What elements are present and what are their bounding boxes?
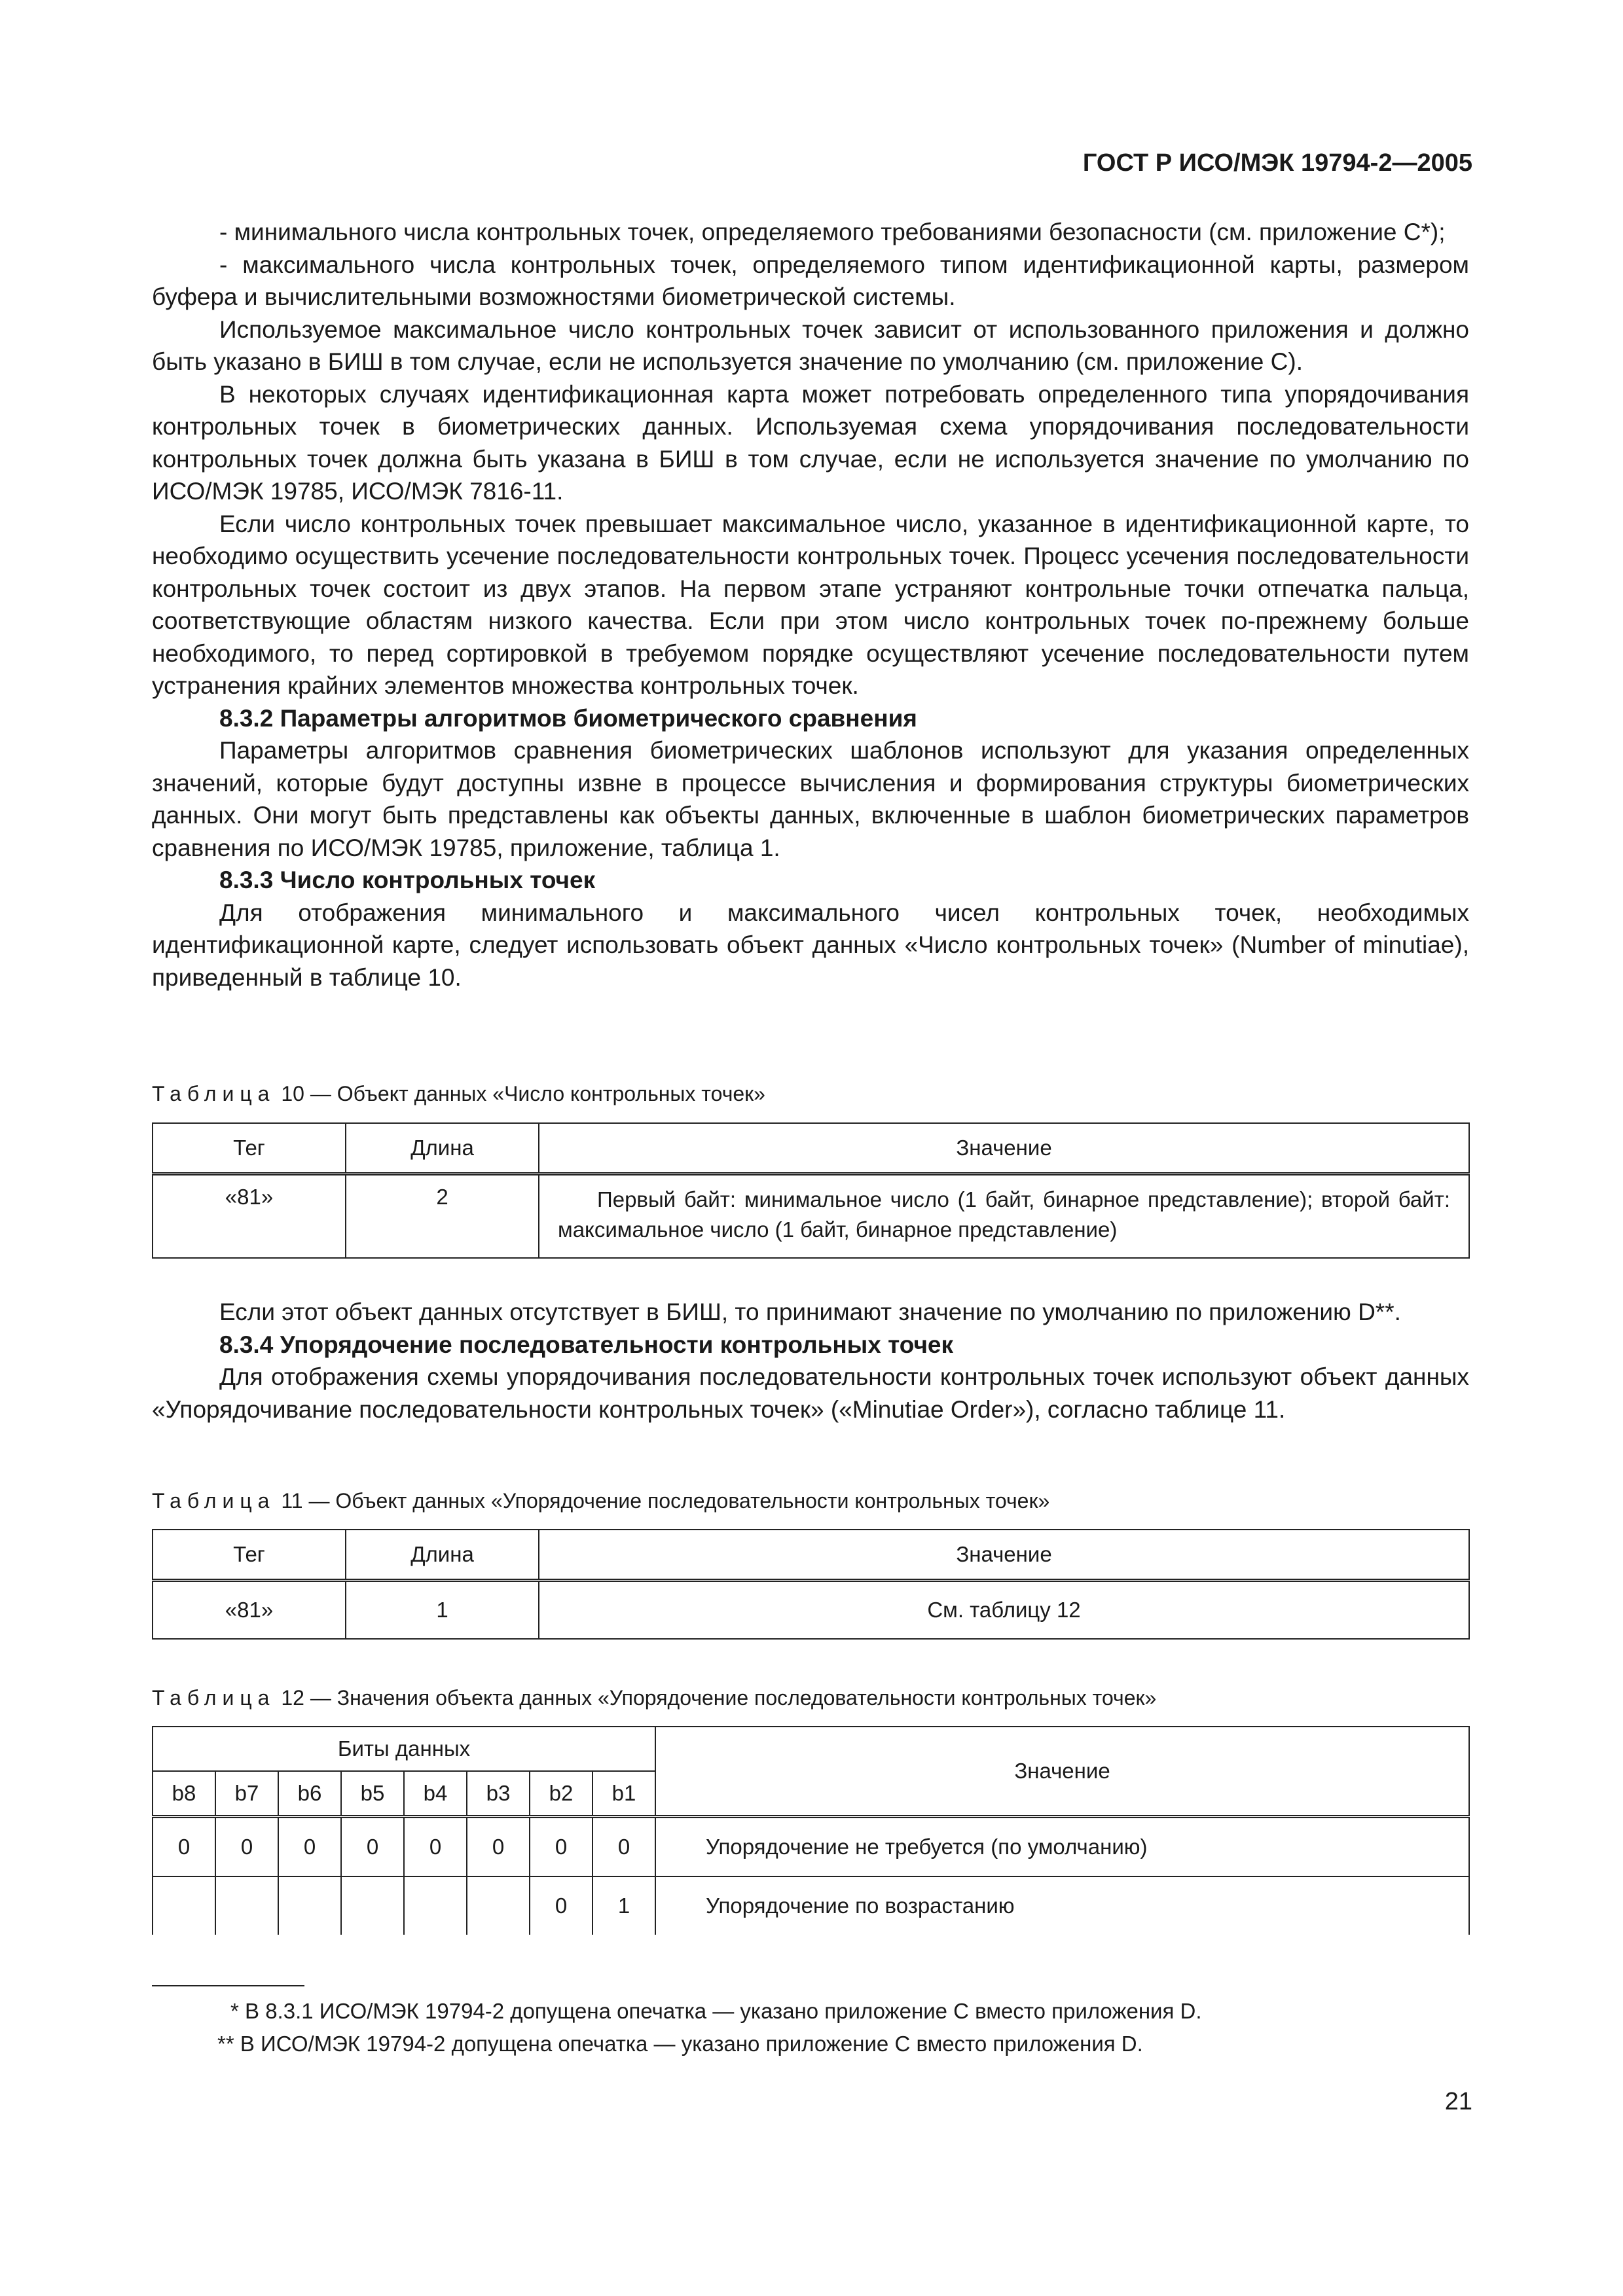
paragraph: - максимального числа контрольных точек, определяемого типом идентификационной карты, размером буфера и вычислительными возможностями биометрической системы. (152, 251, 1469, 310)
bit-cell (278, 1876, 341, 1935)
table-cell-value: См. таблицу 12 (539, 1581, 1469, 1640)
table-cell-tag: «81» (153, 1174, 346, 1259)
bit-header: b1 (593, 1771, 655, 1817)
table-cell-tag: «81» (153, 1581, 346, 1640)
table-cell-length: 2 (346, 1174, 539, 1259)
bit-cell: 0 (278, 1817, 341, 1877)
bit-cell (341, 1876, 404, 1935)
table-header-row (153, 1123, 1469, 1174)
table-row (153, 1174, 1469, 1259)
section-heading: 8.3.2 Параметры алгоритмов биометрического сравнения (219, 704, 917, 732)
caption-label: Таблица (152, 1489, 276, 1513)
bit-cell: 0 (467, 1817, 530, 1877)
paragraph: В некоторых случаях идентификационная карта может потребовать определенного типа упорядочивания контрольных точек в биометрических данных. Используемая схема упорядочивания последовательности контрольных точек должна быть указана в БИШ в том случае, если не используется значение по умолчанию по ИСО/МЭК 19785, ИСО/МЭК 7816-11. (152, 380, 1469, 505)
table-cell-length: 1 (346, 1581, 539, 1640)
column-header: Значение (655, 1727, 1469, 1817)
bit-cell (404, 1876, 467, 1935)
footnotes (152, 1995, 1470, 2060)
section-heading: 8.3.4 Упорядочение последовательности контрольных точек (219, 1331, 954, 1358)
bit-cell: 1 (593, 1876, 655, 1935)
footnote-divider (152, 1985, 304, 1986)
bit-cell (467, 1876, 530, 1935)
bit-header: b5 (341, 1771, 404, 1817)
body-text-middle (152, 1296, 1469, 1426)
table-11 (152, 1529, 1470, 1640)
table-row (153, 1817, 1469, 1877)
caption-text: 10 — Объект данных «Число контрольных точек» (281, 1082, 765, 1105)
bit-cell: 0 (215, 1817, 278, 1877)
bit-header: b8 (153, 1771, 215, 1817)
table-cell-value: Упорядочение не требуется (по умолчанию) (655, 1817, 1469, 1877)
document-header: ГОСТ Р ИСО/МЭК 19794-2—2005 (1082, 149, 1472, 177)
bit-cell: 0 (153, 1817, 215, 1877)
table-row (153, 1581, 1469, 1640)
table-caption (152, 1082, 765, 1106)
caption-label: Таблица (152, 1686, 276, 1710)
footnote: * В 8.3.1 ИСО/МЭК 19794-2 допущена опечатка — указано приложение С вместо приложения D. (230, 1999, 1202, 2023)
bit-cell: 0 (404, 1817, 467, 1877)
table-cell-value (539, 1174, 1469, 1259)
table-cell-value: Упорядочение по возрастанию (655, 1876, 1469, 1935)
bit-cell (215, 1876, 278, 1935)
table-header-row (153, 1530, 1469, 1581)
paragraph: Если этот объект данных отсутствует в БИШ, то принимают значение по умолчанию по приложению D**. (219, 1299, 1401, 1325)
column-header: Значение (539, 1123, 1469, 1174)
bit-header: b6 (278, 1771, 341, 1817)
caption-text: 11 — Объект данных «Упорядочение последовательности контрольных точек» (281, 1489, 1050, 1513)
column-header: Значение (539, 1530, 1469, 1581)
value-text: Первый байт: минимальное число (1 байт, бинарное представление); второй байт: максимальное число (1 байт, бинарное представление) (558, 1187, 1450, 1242)
bit-header: b7 (215, 1771, 278, 1817)
column-group-header: Биты данных (153, 1727, 655, 1771)
table-row (153, 1876, 1469, 1935)
body-text-upper (152, 216, 1469, 994)
paragraph: Для отображения минимального и максимального чисел контрольных точек, необходимых идентификационной карте, следует использовать объект данных «Число контрольных точек» (Number of minutiae), приведенный в таблице 10. (152, 899, 1469, 991)
bit-cell: 0 (593, 1817, 655, 1877)
paragraph: - минимального числа контрольных точек, определяемого требованиями безопасности (см. приложение С*); (219, 219, 1446, 245)
bit-cell: 0 (341, 1817, 404, 1877)
table-header-row (153, 1727, 1469, 1771)
bit-header: b4 (404, 1771, 467, 1817)
bit-cell: 0 (530, 1817, 593, 1877)
caption-label: Таблица (152, 1082, 276, 1105)
page-number: 21 (1444, 2088, 1472, 2115)
bit-cell (153, 1876, 215, 1935)
bit-cell: 0 (530, 1876, 593, 1935)
column-header: Тег (153, 1123, 346, 1174)
table-caption (152, 1686, 1156, 1710)
paragraph: Для отображения схемы упорядочивания последовательности контрольных точек используют объект данных «Упорядочивание последовательности контрольных точек» («Minutiae Order»), согласно таблице 11. (152, 1363, 1469, 1423)
paragraph: Используемое максимальное число контрольных точек зависит от использованного приложения и должно быть указано в БИШ в том случае, если не используется значение по умолчанию (см. приложение С). (152, 315, 1469, 375)
paragraph: Параметры алгоритмов сравнения биометрических шаблонов используют для указания определенных значений, которые будут доступны извне в процессе вычисления и формирования структуры биометрических данных. Они могут быть представлены как объекты данных, включенные в шаблон биометрических параметров сравнения по ИСО/МЭК 19785, приложение, таблица 1. (152, 737, 1469, 861)
column-header: Длина (346, 1530, 539, 1581)
column-header: Длина (346, 1123, 539, 1174)
table-10 (152, 1122, 1470, 1259)
caption-text: 12 — Значения объекта данных «Упорядочение последовательности контрольных точек» (281, 1686, 1157, 1710)
bit-header: b2 (530, 1771, 593, 1817)
section-heading: 8.3.3 Число контрольных точек (219, 867, 596, 893)
table-12 (152, 1726, 1470, 1935)
table-caption (152, 1489, 1049, 1513)
footnote: ** В ИСО/МЭК 19794-2 допущена опечатка — указано приложение С вместо приложения D. (217, 2032, 1143, 2056)
bit-header: b3 (467, 1771, 530, 1817)
paragraph: Если число контрольных точек превышает максимальное число, указанное в идентификационной карте, то необходимо осуществить усечение последовательности контрольных точек. Процесс усечения последовательности контрольных точек состоит из двух этапов. На первом этапе устраняют контрольные точки отпечатка пальца, соответствующие областям низкого качества. Если при этом число контрольных точек по-прежнему больше необходимого, то перед сортировкой в требуемом порядке осуществляют усечение последовательности путем устранения крайних элементов множества контрольных точек. (152, 510, 1469, 699)
column-header: Тег (153, 1530, 346, 1581)
